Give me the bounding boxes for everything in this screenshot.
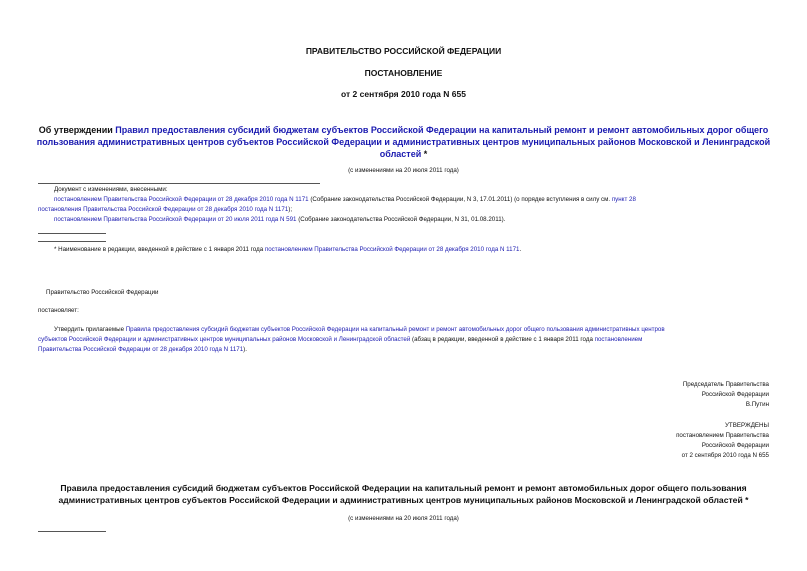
- approve-rules-link-cont[interactable]: субъектов Российской Федерации и административных центров муниципальных районов Московской и Ленинградской областей: [38, 336, 411, 343]
- footnote-link[interactable]: постановлением Правительства Российской Федерации от 28 декабря 2010 года N 1171: [264, 246, 520, 253]
- body-resolves: постановляет:: [38, 307, 79, 314]
- changes-heading: Документ с изменениями, внесенными:: [54, 186, 168, 193]
- changes-item-1-text: (Собрание законодательства Российской Федерации, N 3, 17.01.2011) (о порядке вступления в силу см.: [308, 196, 612, 203]
- rules-title-line-1: Правила предоставления субсидий бюджетам субъектов Российской Федерации на капитальный ремонт и ремонт автомобильных дорог общего пользования: [60, 483, 747, 493]
- changes-item-2-text: (Собрание законодательства Российской Федерации, N 31, 01.08.2011).: [296, 216, 506, 223]
- approve-end: ).: [243, 346, 247, 353]
- amendments-note: (с изменениями на 20 июля 2011 года): [348, 167, 459, 174]
- approved-label: УТВЕРЖДЕНЫ: [725, 422, 769, 429]
- approved-by: постановлением Правительства: [676, 432, 769, 439]
- signature-block: [469, 380, 769, 410]
- rules-title: [0, 482, 807, 506]
- document-type: ПОСТАНОВЛЕНИЕ: [364, 68, 443, 78]
- changes-item-1-end: );: [288, 206, 293, 213]
- amendment-link-591[interactable]: постановлением Правительства Российской Федерации от 20 июля 2011 года N 591: [54, 216, 297, 223]
- signature-name: В.Путин: [745, 401, 769, 408]
- title-rules-link[interactable]: Правил предоставления субсидий бюджетам субъектов Российской Федерации на капитальный ремонт и ремонт автомобильных дорог общего: [115, 125, 769, 135]
- divider: [38, 233, 106, 234]
- document-date-number: от 2 сентября 2010 года N 655: [341, 89, 466, 99]
- approve-prefix: Утвердить прилагаемые: [54, 326, 126, 333]
- title-asterisk: *: [421, 149, 428, 159]
- approve-resolution-link-cont[interactable]: Правительства Российской Федерации от 28 декабря 2010 года N 1171: [38, 346, 244, 353]
- title-rules-link-cont[interactable]: пользования административных центров субъектов Российской Федерации и административных центров муниципальных районов Московской и Ленинградской: [36, 137, 771, 147]
- approve-paragraph: [38, 325, 768, 355]
- title-rules-link-tail[interactable]: областей: [379, 149, 422, 159]
- clause-28-link[interactable]: пункт 28: [611, 196, 636, 203]
- divider: [38, 241, 106, 242]
- amendment-link-1171-cont[interactable]: постановления Правительства Российской Федерации от 28 декабря 2010 года N 1171: [38, 206, 289, 213]
- document-title: [0, 124, 807, 160]
- government-heading: ПРАВИТЕЛЬСТВО РОССИЙСКОЙ ФЕДЕРАЦИИ: [305, 46, 502, 56]
- approved-date: от 2 сентября 2010 года N 655: [681, 452, 769, 459]
- approval-stamp-block: [469, 421, 769, 461]
- title-prefix: Об утверждении: [38, 125, 116, 135]
- footnote: [54, 245, 774, 255]
- rules-title-line-2: административных центров субъектов Российской Федерации и административных центров муниципальных районов Московской и Ленинградской областей *: [58, 495, 749, 505]
- approve-rules-link[interactable]: Правила предоставления субсидий бюджетам субъектов Российской Федерации на капитальный ремонт и ремонт автомобильных дорог общего пользования административных центров: [125, 326, 665, 333]
- rules-amendments-note: (с изменениями на 20 июля 2011 года): [348, 515, 459, 522]
- divider: [38, 531, 106, 532]
- footnote-text: * Наименование в редакции, введенной в действие с 1 января 2011 года: [54, 246, 265, 253]
- approve-mid: (абзац в редакции, введенной в действие с 1 января 2011 года: [410, 336, 595, 343]
- body-government: Правительство Российской Федерации: [46, 289, 159, 296]
- signature-country: Российской Федерации: [701, 391, 769, 398]
- approved-country: Российской Федерации: [701, 442, 769, 449]
- changes-item-2: [54, 215, 774, 225]
- changes-item-1: [38, 195, 768, 215]
- divider: [38, 183, 320, 184]
- signature-title: Председатель Правительства: [682, 381, 769, 388]
- approve-resolution-link[interactable]: постановлением: [594, 336, 643, 343]
- amendment-link-1171[interactable]: постановлением Правительства Российской Федерации от 28 декабря 2010 года N 1171: [54, 196, 309, 203]
- footnote-end: .: [519, 246, 522, 253]
